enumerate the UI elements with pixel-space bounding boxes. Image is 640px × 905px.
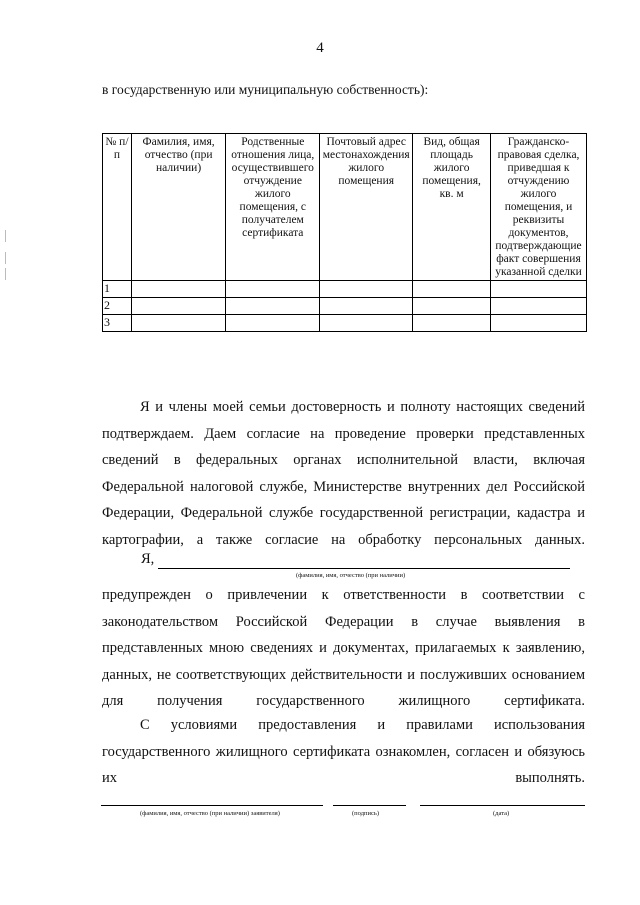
row-number: 3 [103,315,132,332]
applicant-name-caption: (фамилия, имя, отчество (при наличии) [296,572,406,579]
signature-name-caption: (фамилия, имя, отчество (при наличии) заявителя) [140,810,280,817]
scan-artifact [5,268,6,280]
row-number: 2 [103,298,132,315]
table-row [103,315,587,332]
page-number: 4 [316,40,324,56]
applicant-name-line[interactable] [158,568,570,569]
header-relationship: Родственные отношения лица, осуществившего отчуждение жилого помещения, с получателем сертификата [226,134,320,281]
header-number: № п/п [103,134,132,281]
header-transaction: Гражданско-правовая сделка, приведшая к отчуждению жилого помещения, и реквизиты документов, подтверждающие факт совершения указанной сделки [491,134,587,281]
table-cell[interactable] [131,281,226,298]
table-cell[interactable] [491,315,587,332]
table-cell[interactable] [491,298,587,315]
header-area: Вид, общая площадь жилого помещения, кв. м [413,134,491,281]
signature-caption: (подпись) [352,810,379,817]
table-cell[interactable] [413,315,491,332]
row-number: 1 [103,281,132,298]
table-row [103,281,587,298]
table-cell[interactable] [226,315,320,332]
table-cell[interactable] [413,281,491,298]
liability-paragraph: предупрежден о привлечении к ответственности в соответствии с законодательством Российской Федерации в случае выявления в представленных мною сведениях и документах, прилагаемых к заявлению, данных, не соответствующих действительности и послуживших основанием для получения государственного жилищного сертификата. [102,587,585,709]
consent-paragraph: Я и члены моей семьи достоверность и полноту настоящих сведений подтверждаем. Даем согласие на проведение проверки представленных сведений в федеральных органах исполнительной власти, включая Федеральной налоговой службе, Министерстве внутренних дел Российской Федерации, Федеральной службе государственной регистрации, кадастра и картографии, а также согласие на обработку персональных данных. [102,399,585,548]
header-full-name: Фамилия, имя, отчество (при наличии) [131,134,226,281]
table-cell[interactable] [320,315,413,332]
table-cell[interactable] [226,298,320,315]
signature-line[interactable] [333,805,406,806]
agreement-paragraph: С условиями предоставления и правилами использования государственного жилищного сертификата ознакомлен, согласен и обязуюсь их выполнять. [102,717,585,786]
table-cell[interactable] [320,281,413,298]
date-line[interactable] [420,805,585,806]
table-cell[interactable] [226,281,320,298]
intro-text: в государственную или муниципальную собственность): [102,82,429,97]
table-cell[interactable] [413,298,491,315]
property-table [102,133,587,332]
ya-prefix: Я, [141,551,155,567]
table-header-row [103,134,587,281]
table-cell[interactable] [491,281,587,298]
table-cell[interactable] [131,298,226,315]
scan-artifact [5,252,6,264]
table-cell[interactable] [131,315,226,332]
header-postal-address: Почтовый адрес местонахождения жилого помещения [320,134,413,281]
signature-name-line[interactable] [101,805,323,806]
table-cell[interactable] [320,298,413,315]
date-caption: (дата) [493,810,510,817]
table-row [103,298,587,315]
scan-artifact [5,230,6,242]
